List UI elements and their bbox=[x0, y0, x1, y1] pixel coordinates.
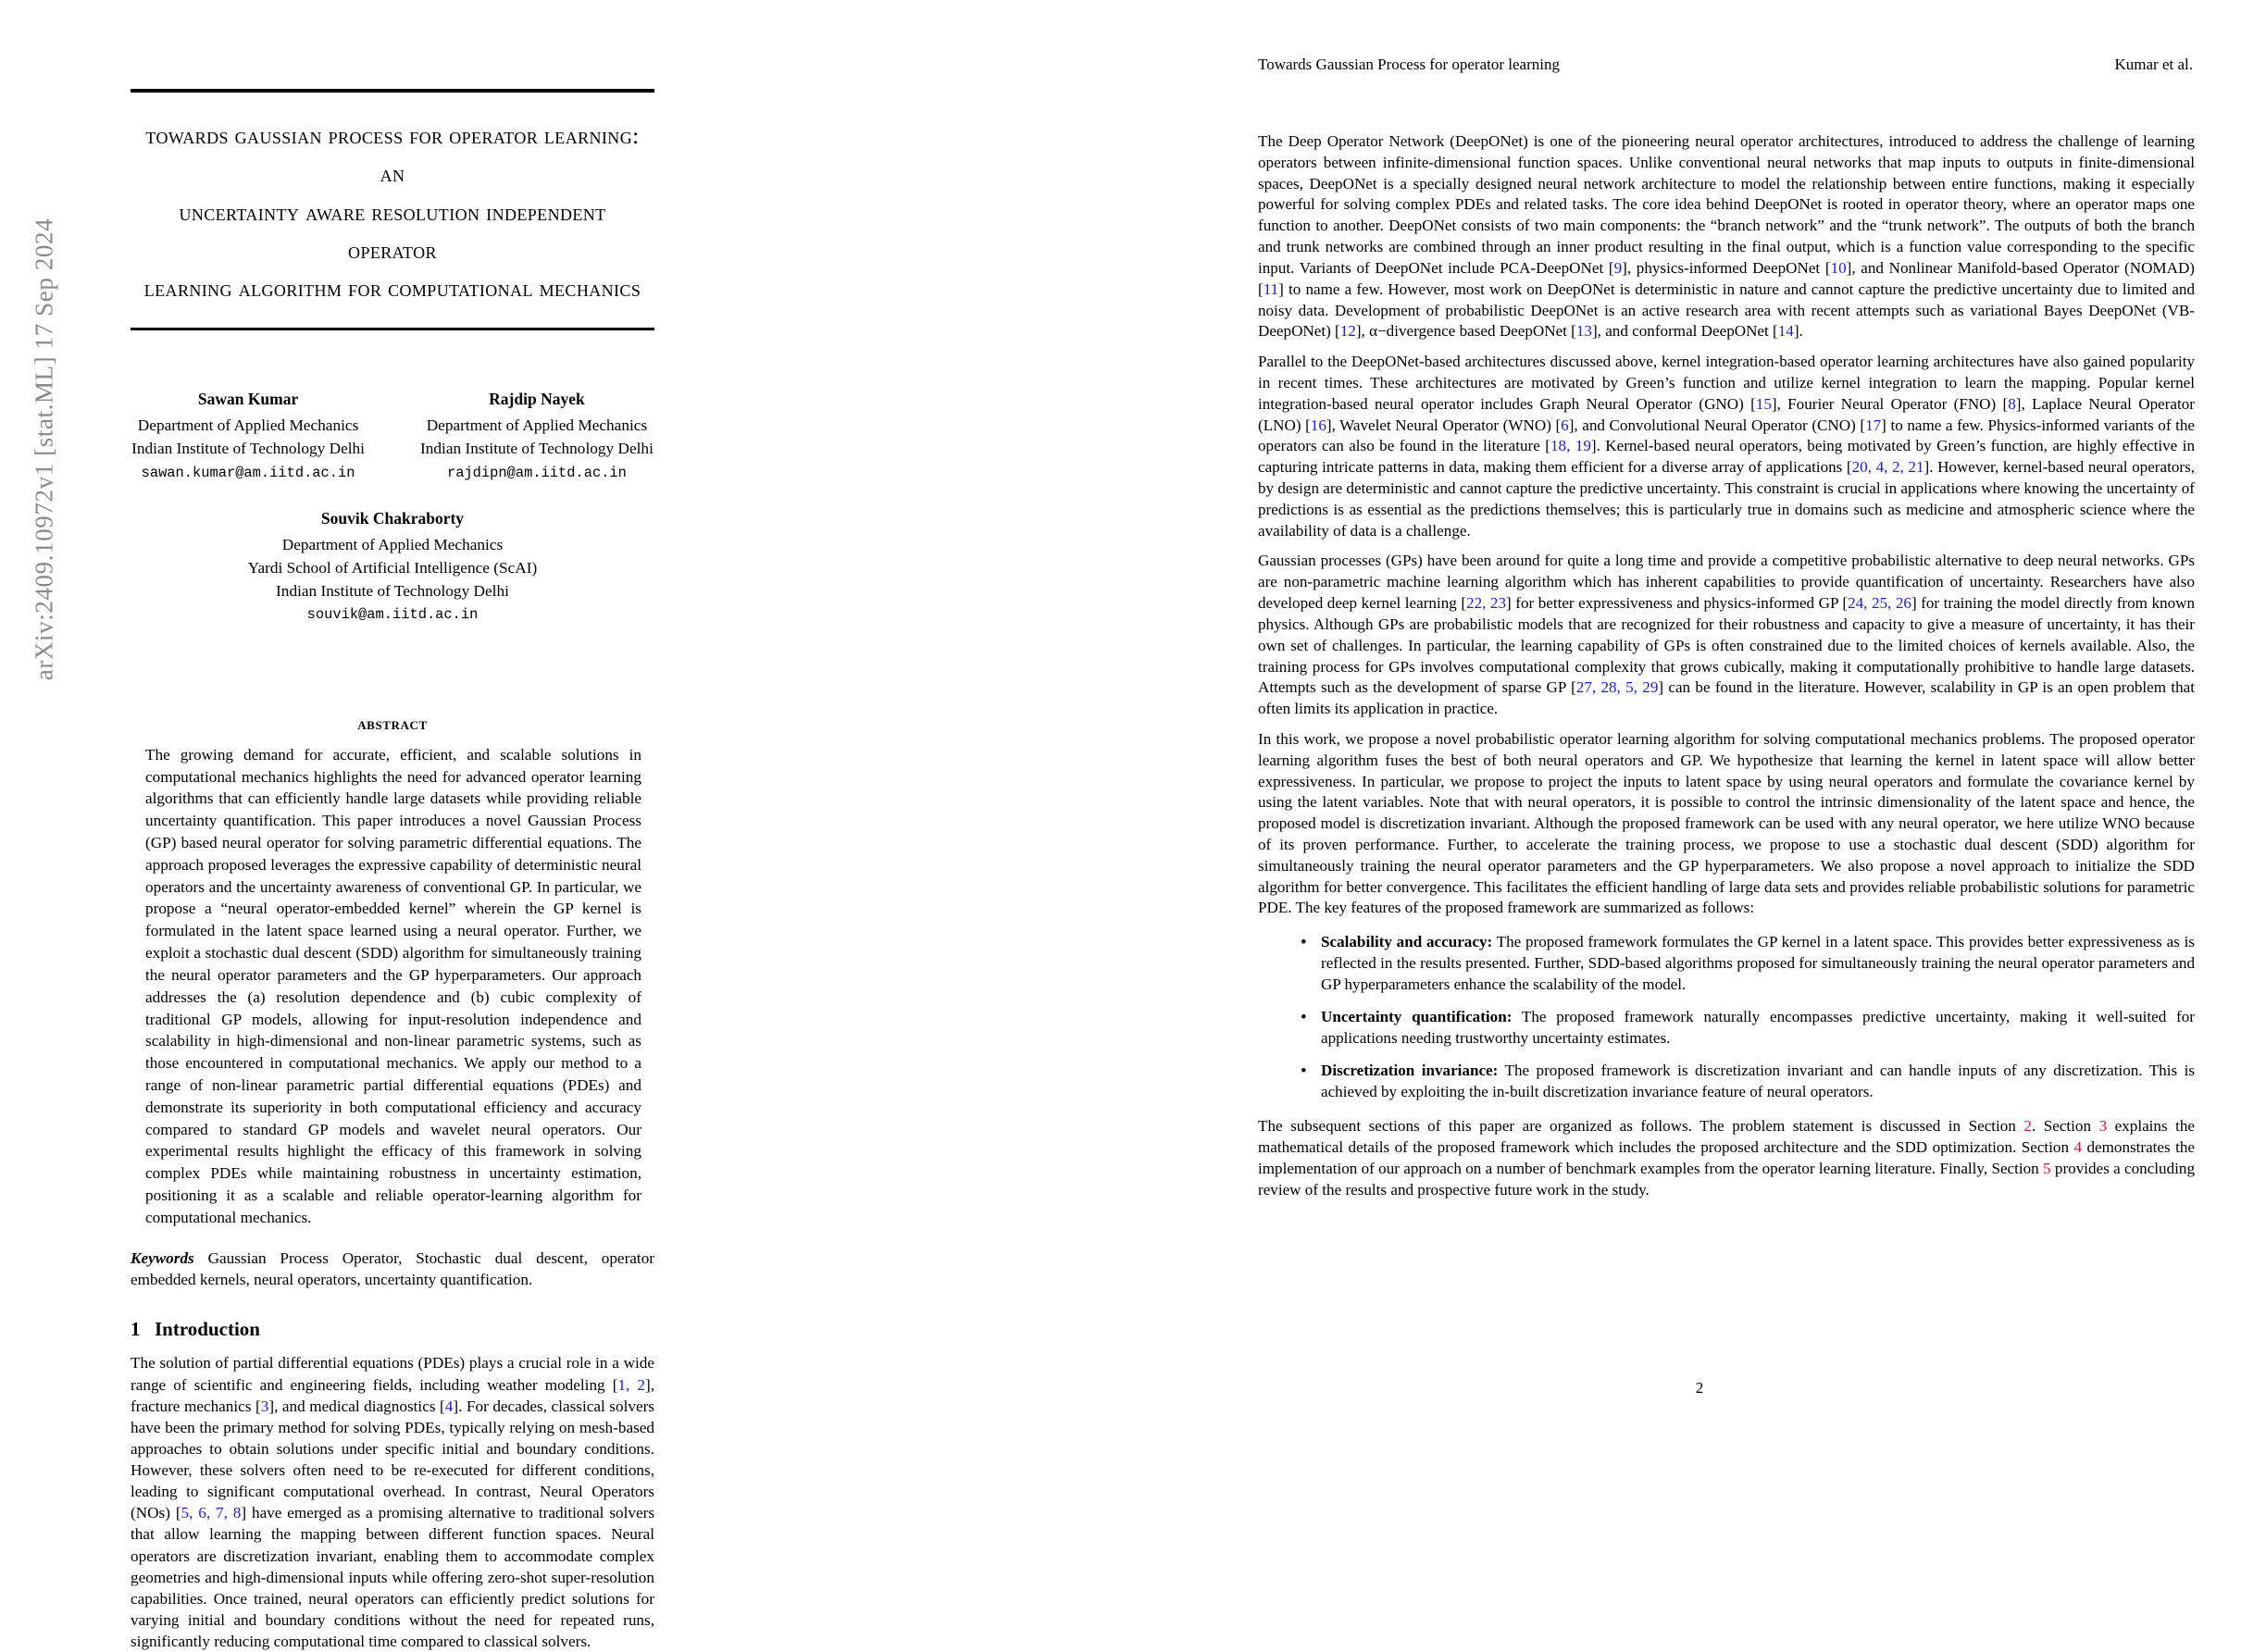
text-run: ] have emerged as a promising alternative to traditional solvers that allow learning the mapping between different function spaces. Neural operators are discretization invariant, enabling them to accommodate complex geometries and high-dimensional inputs while offering zero-shot super-resolution capabilities. Once trained, neural operators can efficiently predict solutions for varying initial and boundary conditions without the need for repeated runs, significantly reducing computational time compared to classical solvers. bbox=[131, 1504, 655, 1651]
section-title: Introduction bbox=[155, 1318, 260, 1341]
citation-link[interactable]: 14 bbox=[1777, 322, 1794, 341]
abstract-text: The growing demand for accurate, efficient, and scalable solutions in computational mechanics highlights the need for advanced operator learning algorithms that can efficiently handle large datasets while providing reliable uncertainty quantification. This paper introduces a novel Gaussian Process (GP) based neural operator for solving parametric differential equations. The approach proposed leverages the expressive capability of deterministic neural operators and the uncertainty awareness of conventional GP. In particular, we propose a “neural operator-embedded kernel” wherein the GP kernel is formulated in the latent space learned using a neural operator. Further, we exploit a stochastic dual descent (SDD) algorithm for simultaneously training the neural operator parameters and the GP hyperparameters. Our approach addresses the (a) resolution dependence and (b) cubic complexity of traditional GP models, allowing for input-resolution independence and scalability in high-dimensional and non-linear parametric systems, such as those encountered in computational mechanics. We apply our method to a range of non-linear parametric partial differential equations (PDEs) and demonstrate its superiority in both computational efficiency and accuracy compared to standard GP models and wavelet neural operators. Our experimental results highlight the efficacy of this framework in solving complex PDEs while maintaining robustness in uncertainty estimation, positioning it as a scalable and reliable operator-learning algorithm for computational mechanics. bbox=[145, 745, 641, 1226]
author-email[interactable]: rajdipn@am.iitd.ac.in bbox=[446, 464, 627, 481]
author-row-secondary bbox=[131, 507, 654, 626]
author-block bbox=[420, 388, 654, 483]
author-name: Souvik Chakraborty bbox=[320, 509, 465, 528]
citation-link[interactable]: 5, 6, 7, 8 bbox=[181, 1504, 242, 1522]
text-run: ], Fourier Neural Operator (FNO) [ bbox=[1771, 394, 2009, 413]
text-run: ] to name a few. Physics-informed variants of the operators can also be found in the literature [ bbox=[1258, 416, 2196, 455]
author-affiliation: Indian Institute of Technology Delhi bbox=[420, 440, 654, 458]
text-run: In this work, we propose a novel probabilistic operator learning algorithm for solving computational mechanics problems. The proposed operator learning algorithm fuses the best of both neural operators and GP. We hypothesize that learning the kernel in latent space will allow better expressiveness. In particular, we propose to project the inputs to latent space by using neural operators and formulate the covariance kernel by using the latent variables. Note that with neural operators, it is possible to control the intrinsic dimensionality of the latent space and hence, the proposed model is discretization invariant. Although the proposed framework can be used with any neural operator, we here utilize WNO because of its proven performance. Further, to accelerate the training process, we propose to use a stochastic dual descent (SDD) algorithm for simultaneously training the neural operator parameters and the GP hyperparameters. We also propose a novel approach to initialize the SDD algorithm for better convergence. This facilitates the efficient handling of large data sets and provides reliable probabilistic solutions for parametric PDE. The key features of the proposed framework are summarized as follows: bbox=[1258, 729, 2195, 917]
section-link[interactable]: 3 bbox=[2098, 1117, 2108, 1136]
text-run: ]. bbox=[1793, 322, 1803, 341]
author-row-primary bbox=[131, 388, 654, 483]
author-name: Rajdip Nayek bbox=[489, 390, 585, 409]
citation-link[interactable]: 27, 28, 5, 29 bbox=[1575, 678, 1659, 697]
author-block bbox=[248, 507, 538, 626]
author-name: Sawan Kumar bbox=[197, 390, 299, 409]
section-link[interactable]: 5 bbox=[2043, 1159, 2051, 1177]
page-number: 2 bbox=[1695, 1379, 1704, 1397]
text-run: ], physics-informed DeepONet [ bbox=[1622, 258, 1831, 277]
author-affiliation: Indian Institute of Technology Delhi bbox=[276, 582, 509, 601]
text-run: ] to name a few. However, most work on DeepONet is deterministic in nature and cannot capture the predictive uncertainty due to limited and noisy data. Development of probabilistic DeepONet is an active research area with recent attempts such as variational Bayes DeepONet (VB-DeepONet) [ bbox=[1258, 279, 2195, 341]
page-right bbox=[1133, 0, 2266, 1466]
author-block bbox=[131, 388, 365, 483]
citation-link[interactable]: 3 bbox=[260, 1397, 269, 1415]
title-rule-bottom bbox=[131, 328, 654, 330]
author-affiliation: Department of Applied Mechanics bbox=[281, 535, 504, 553]
text-run: ], Wavelet Neural Operator (WNO) [ bbox=[1326, 416, 1562, 434]
text-run: ], α−divergence based DeepONet [ bbox=[1355, 322, 1576, 341]
text-run: demonstrates the implementation of our approach on a number of benchmark examples from the operator learning literature. Finally, Section bbox=[1258, 1137, 2196, 1177]
text-run: provides a concluding review of the results and prospective future work in the study. bbox=[1258, 1159, 2195, 1199]
citation-link[interactable]: 15 bbox=[1755, 394, 1772, 413]
keywords-text: Gaussian Process Operator, Stochastic dual descent, operator embedded kernels, neural operators, uncertainty quantification. bbox=[131, 1248, 655, 1289]
text-run: ] for better expressiveness and physics-informed GP [ bbox=[1506, 594, 1849, 613]
list-item-label: Discretization invariance: bbox=[1321, 1062, 1499, 1080]
body-paragraph bbox=[1258, 131, 2195, 342]
left-page-content bbox=[131, 89, 654, 1652]
citation-link[interactable]: 18, 19 bbox=[1550, 437, 1591, 455]
list-item-text: The proposed framework naturally encompasses predictive uncertainty, making it well-suited for applications needing trustworthy uncertainty estimates. bbox=[1321, 1008, 2195, 1048]
text-run: ], fracture mechanics [ bbox=[131, 1375, 654, 1415]
author-affiliation: Department of Applied Mechanics bbox=[137, 416, 359, 435]
text-run: Parallel to the DeepONet-based architectures discussed above, kernel integration-based operator learning architectures have also gained popularity in recent times. These architectures are motivated by Green’s function and utilize kernel integration to learn the mapping. Popular kernel integration-based neural operator includes Graph Neural Operator (GNO) [ bbox=[1258, 353, 2195, 413]
body-paragraph-group bbox=[1258, 131, 2195, 919]
citation-link[interactable]: 6 bbox=[1561, 416, 1569, 434]
contribution-list bbox=[1258, 932, 2195, 1103]
keywords-label: Keywords bbox=[131, 1248, 194, 1267]
text-run: ]. For decades, classical solvers have been the primary method for solving PDEs, typically relying on mesh-based approaches to obtain solutions under specific initial and boundary conditions. However, these solvers often need to be re-executed for different conditions, leading to significant computational overhead. In contrast, Neural Operators (NOs) [ bbox=[131, 1397, 655, 1522]
list-item-text: The proposed framework formulates the GP kernel in a latent space. This provides better expressiveness as is reflected in the results presented. Further, SDD-based algorithms proposed for simultaneously training the neural operator parameters and GP hyperparameters enhance the scalability of the model. bbox=[1321, 933, 2195, 994]
list-item-label: Scalability and accuracy: bbox=[1321, 933, 1493, 951]
author-affiliation: Yardi School of Artificial Intelligence (ScAI) bbox=[247, 558, 538, 577]
citation-link[interactable]: 24, 25, 26 bbox=[1848, 594, 1911, 613]
citation-link[interactable]: 22, 23 bbox=[1466, 594, 1507, 613]
list-item bbox=[1258, 932, 2195, 996]
citation-link[interactable]: 1, 2 bbox=[617, 1375, 645, 1394]
citation-link[interactable]: 4 bbox=[444, 1397, 454, 1415]
right-page-content bbox=[1258, 131, 2195, 1210]
text-run: The subsequent sections of this paper are organized as follows. The problem statement is discussed in Section bbox=[1258, 1117, 2024, 1136]
page-title bbox=[131, 93, 654, 328]
citation-link[interactable]: 8 bbox=[2008, 394, 2016, 413]
text-run: ]. Kernel-based neural operators, being motivated by Green’s function, are highly effective in capturing intricate patterns in data, making them efficient for a diverse array of applications [ bbox=[1258, 437, 2195, 477]
text-run: The solution of partial differential equations (PDEs) plays a crucial role in a wide range of scientific and engineering fields, including weather modeling [ bbox=[131, 1354, 654, 1394]
citation-link[interactable]: 16 bbox=[1310, 416, 1326, 434]
author-email[interactable]: souvik@am.iitd.ac.in bbox=[306, 606, 479, 624]
section-link[interactable]: 2 bbox=[2023, 1117, 2032, 1136]
text-run: ] can be found in the literature. However, scalability in GP is an open problem that often limits its application in practice. bbox=[1258, 678, 2195, 718]
page-left bbox=[0, 0, 1133, 1651]
title-line-1: towards gaussian process for operator learning: an bbox=[145, 122, 640, 188]
list-item-text: The proposed framework is discretization invariant and can handle inputs of any discretization. This is achieved by exploiting the in-built discretization invariance feature of neural operators. bbox=[1321, 1062, 2195, 1101]
text-run: . Section bbox=[2031, 1117, 2099, 1136]
citation-link[interactable]: 20, 4, 2, 21 bbox=[1851, 458, 1924, 477]
text-run: ], Laplace Neural Operator (LNO) [ bbox=[1258, 394, 2195, 434]
body-paragraph bbox=[1258, 551, 2195, 720]
list-item-label: Uncertainty quantification: bbox=[1321, 1008, 1513, 1026]
abstract-heading: abstract bbox=[357, 714, 428, 734]
text-run: explains the mathematical details of the proposed framework which includes the proposed architecture and the SDD optimization. Section bbox=[1258, 1117, 2196, 1156]
list-item bbox=[1258, 1061, 2195, 1103]
text-run: ], and Nonlinear Manifold-based Operator (NOMAD) [ bbox=[1258, 258, 2195, 298]
citation-link[interactable]: 12 bbox=[1339, 322, 1356, 341]
body-paragraph bbox=[1258, 729, 2195, 919]
section-link[interactable]: 4 bbox=[2073, 1137, 2083, 1156]
author-affiliation: Indian Institute of Technology Delhi bbox=[131, 440, 365, 458]
section-number: 1 bbox=[131, 1318, 141, 1341]
text-run: ], and Convolutional Neural Operator (CNO) [ bbox=[1568, 416, 1866, 434]
intro-paragraph bbox=[131, 1352, 654, 1652]
author-email[interactable]: sawan.kumar@am.iitd.ac.in bbox=[141, 464, 355, 481]
text-run: ] for training the model directly from known physics. Although GPs are probabilistic models that are recognized for their robustness and capacity to give a measure of uncertainty, it has their own set of challenges. In particular, the learning capability of GPs is often constrained due to the limited choices of kernels available. Also, the training process for GPs involves computational complexity that grows cubically, making it computationally prohibitive to handle large datasets. Attempts such as the development of sparse GP [ bbox=[1258, 594, 2196, 697]
section-heading-introduction bbox=[131, 1318, 654, 1341]
text-run: Gaussian processes (GPs) have been around for quite a long time and provide a competitive probabilistic alternative to deep neural networks. GPs are non-parametric machine learning algorithm which has inherent capabilities to provide quantification of uncertainty. Researchers have also developed deep kernel learning [ bbox=[1258, 552, 2195, 613]
arxiv-stamp: arXiv:2409.10972v1 [stat.ML] 17 Sep 2024 bbox=[30, 217, 58, 681]
text-run: ], and medical diagnostics [ bbox=[268, 1397, 445, 1415]
running-head bbox=[1258, 56, 2193, 74]
running-head-title: Towards Gaussian Process for operator learning bbox=[1258, 56, 1560, 73]
text-run: ], and conformal DeepONet [ bbox=[1591, 322, 1778, 341]
title-line-3: learning algorithm for computational mechanics bbox=[143, 275, 641, 303]
author-affiliation: Department of Applied Mechanics bbox=[426, 416, 648, 435]
citation-link[interactable]: 10 bbox=[1830, 258, 1847, 277]
paper-organization-paragraph bbox=[1258, 1116, 2195, 1200]
text-run: The Deep Operator Network (DeepONet) is one of the pioneering neural operator architectures, introduced to address the challenge of learning operators between infinite-dimensional function spaces. Unlike conventional neural networks that map inputs to outputs in finite-dimensional spaces, DeepONet is a specially designed neural network architecture to model the relationship between entire functions, making it especially powerful for solving complex PDEs and related tasks. The core idea behind DeepONet is rooted in operator theory, where an operator maps one function to another. DeepONet consists of two main components: the “branch network” and the “trunk network”. The outputs of both the branch and trunk networks are combined through an inner product resulting in the final output, which is a function value corresponding to the specific input. Variants of DeepONet include PCA-DeepONet [ bbox=[1258, 132, 2195, 277]
citation-link[interactable]: 11 bbox=[1263, 279, 1279, 298]
running-head-authors: Kumar et al. bbox=[2114, 56, 2193, 73]
citation-link[interactable]: 13 bbox=[1575, 322, 1592, 341]
body-paragraph bbox=[1258, 352, 2195, 541]
list-item bbox=[1258, 1007, 2195, 1050]
keywords-line bbox=[131, 1248, 654, 1291]
text-run: ]. However, kernel-based neural operators, by design are deterministic and cannot capture the predictive uncertainty. This constraint is crucial in applications where knowing the uncertainty of predictions is as essential as the predictions themselves; this is particularly true in domains such as medicine and atmospheric science where the availability of data is a challenge. bbox=[1258, 458, 2196, 540]
title-line-2: uncertainty aware resolution independent operator bbox=[179, 198, 606, 264]
citation-link[interactable]: 9 bbox=[1613, 258, 1623, 277]
citation-link[interactable]: 17 bbox=[1865, 416, 1882, 434]
